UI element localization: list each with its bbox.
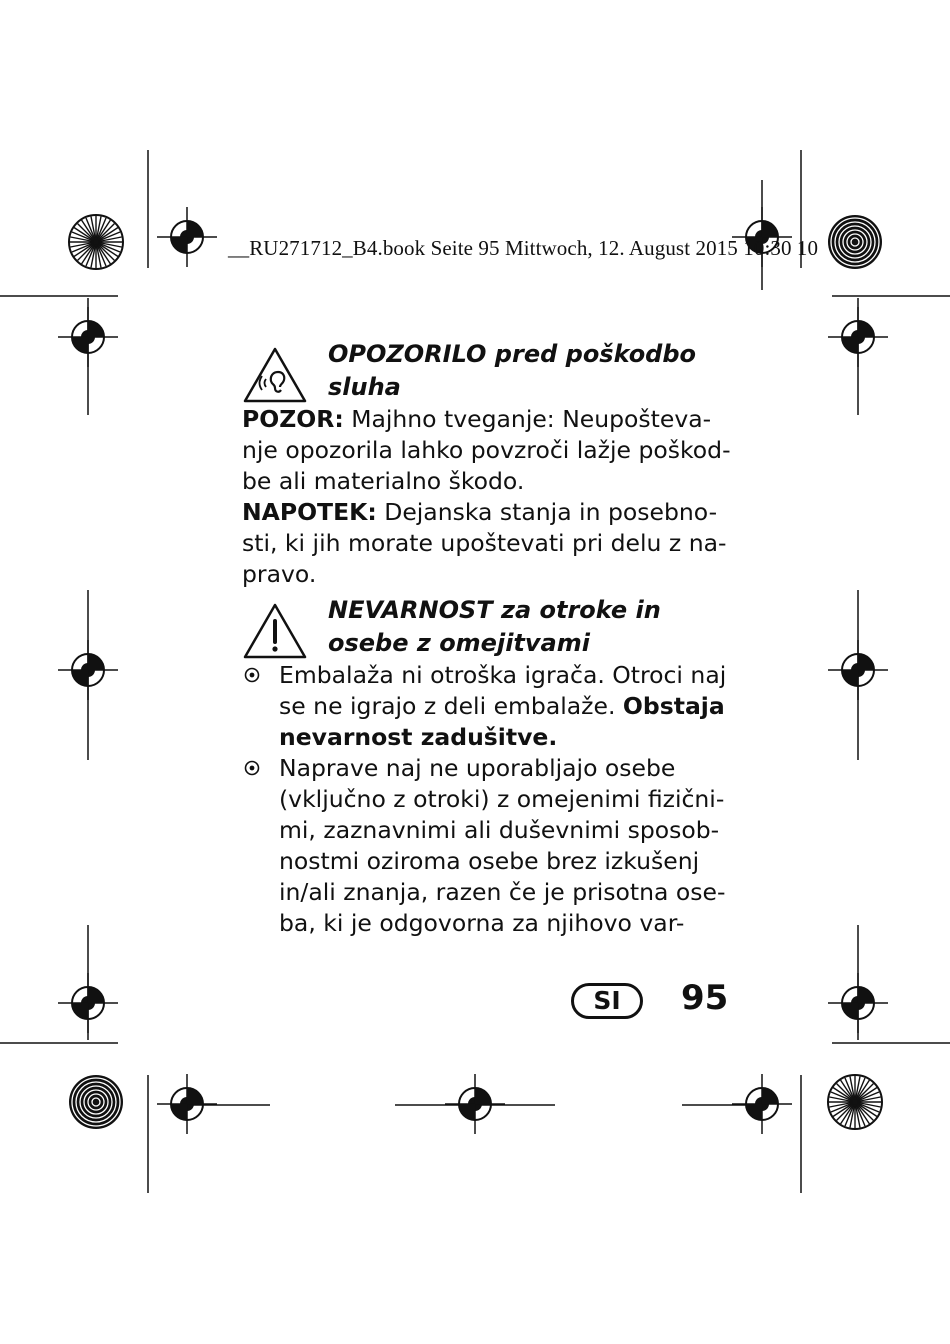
- list-item: [242, 753, 732, 939]
- page-number: 95: [681, 978, 729, 1018]
- manual-content: [242, 338, 732, 939]
- exclamation-warning-triangle-icon: [242, 602, 308, 660]
- list-item: [242, 660, 732, 753]
- language-badge: SI: [571, 983, 643, 1019]
- pozor-paragraph: [242, 404, 732, 497]
- bullet1-line2-bold: Obstaja: [622, 692, 725, 720]
- bullet2-line2: (vključno z otroki) z omejenimi fizični-: [279, 785, 725, 813]
- print-header: __RU271712_B4.book Seite 95 Mittwoch, 12. August 2015 10:30 10: [228, 236, 819, 260]
- pozor-text-line3: be ali materialno škodo.: [242, 467, 525, 495]
- children-warning: [242, 594, 732, 660]
- hearing-warning: [242, 338, 732, 404]
- pozor-text-line1: Majhno tveganje: Neupošteva-: [343, 405, 712, 433]
- safety-bullet-list: [242, 660, 732, 939]
- bullet1-line2: se ne igrajo z deli embalaže.: [279, 692, 623, 720]
- hearing-warning-title-line1: OPOZORILO pred poškodbo: [328, 340, 697, 368]
- bullet2-line3: mi, zaznavnimi ali duševnimi sposob-: [279, 816, 720, 844]
- napotek-text-line2: sti, ki jih morate upoštevati pri delu z na-: [242, 529, 727, 557]
- napotek-label: NAPOTEK:: [242, 498, 377, 526]
- bullet2-line6: ba, ki je odgovorna za njihovo var-: [279, 909, 685, 937]
- circled-dot-bullet-icon: [244, 667, 260, 683]
- bullet1-line3-bold: nevarnost zadušitve.: [279, 723, 558, 751]
- napotek-paragraph: [242, 497, 732, 590]
- hearing-warning-title-line2: sluha: [328, 373, 401, 401]
- circled-dot-bullet-icon: [244, 760, 260, 776]
- children-warning-title-line2: osebe z omejitvami: [328, 629, 590, 657]
- pozor-label: POZOR:: [242, 405, 344, 433]
- napotek-text-line3: pravo.: [242, 560, 317, 588]
- bullet2-line4: nostmi oziroma osebe brez izkušenj: [279, 847, 700, 875]
- bullet1-line1: Embalaža ni otroška igrača. Otroci naj: [279, 661, 727, 689]
- ear-warning-triangle-icon: [242, 346, 308, 404]
- napotek-text-line1: Dejanska stanja in posebno-: [376, 498, 718, 526]
- pozor-text-line2: nje opozorila lahko povzroči lažje poškod-: [242, 436, 731, 464]
- bullet2-line1: Naprave naj ne uporabljajo osebe: [279, 754, 676, 782]
- children-warning-title-line1: NEVARNOST za otroke in: [328, 596, 661, 624]
- bullet2-line5: in/ali znanja, razen če je prisotna ose-: [279, 878, 726, 906]
